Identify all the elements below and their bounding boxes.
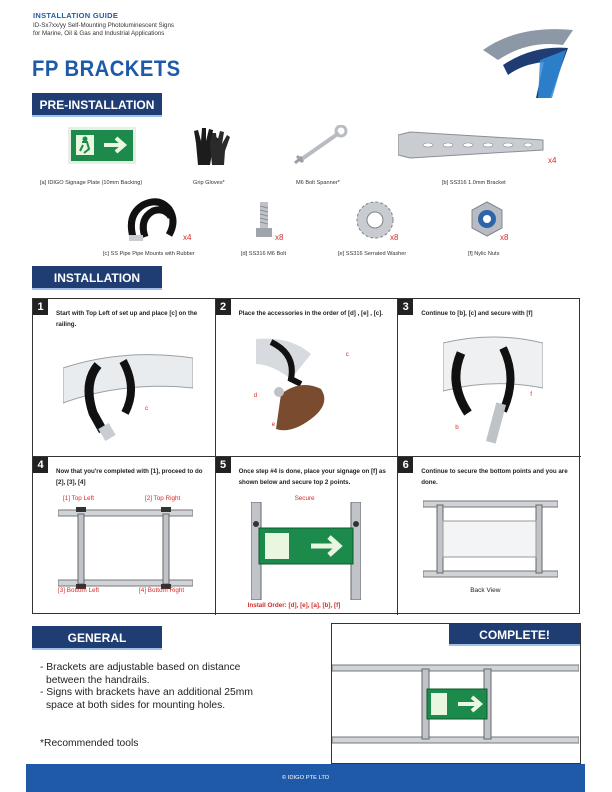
general-note-2: between the handrails. [46, 674, 150, 686]
step-3 [398, 299, 581, 457]
step-6-back-view-label: Back View [470, 587, 501, 594]
installation-banner: INSTALLATION [32, 266, 162, 290]
footer: © IDIGO PTE LTD [26, 764, 585, 792]
step-4-label-bottom-right: [4] Bottom Right [139, 587, 185, 594]
step-text: Continue to secure the bottom points and you are done. [421, 468, 568, 486]
step-text: Continue to [b], [c] and secure with [f] [421, 310, 533, 317]
step-text: Place the accessories in the order of [d] , [e] , [c]. [238, 310, 384, 317]
step-2-label-e: e [271, 421, 276, 428]
guide-kicker: INSTALLATION GUIDE [33, 11, 119, 20]
step-4 [33, 457, 216, 615]
subtitle-line-1: ID-Sx7xx/yy Self-Mounting Photoluminescent Signs [33, 22, 175, 29]
company-logo [478, 20, 578, 100]
step-4-label-bottom-left: [3] Bottom Left [58, 587, 99, 594]
step-text: Now that you're completed with [1], proceed to do [2], [3], [4] [56, 468, 203, 486]
general-note-4: space at both sides for mounting holes. [46, 699, 226, 711]
step-4-label-top-left: [1] Top Left [63, 495, 95, 502]
step-5-label-secure: Secure [294, 495, 315, 502]
signage-plate-icon [68, 127, 136, 164]
step-1-label-c: c [145, 405, 149, 412]
step-3-label-b: b [455, 424, 459, 431]
step-number: 3 [398, 299, 413, 315]
step-1 [33, 299, 216, 457]
step-number: 2 [216, 299, 231, 315]
subtitle-line-2: for Marine, Oil & Gas and Industrial Applications [33, 30, 165, 37]
general-note-1: - Brackets are adjustable based on distance [40, 662, 241, 673]
step-6 [398, 457, 581, 615]
product-subtitle [33, 22, 273, 38]
step-text: Start with Top Left of set up and place [c] on the railing. [56, 310, 198, 328]
serrated-washer-icon [355, 200, 395, 240]
installation-steps-grid [32, 298, 580, 614]
step-2 [216, 299, 399, 457]
tool-label-spanner: M6 Bolt Spanner* [296, 180, 340, 186]
general-banner: GENERAL [32, 626, 162, 650]
tool-label-nut: [f] Nylic Nuts [468, 251, 500, 257]
step-4-label-top-right: [2] Top Right [145, 495, 181, 502]
rail-bracket-diagram [58, 502, 193, 592]
pipe-mount-icon [125, 195, 180, 245]
page-title: FP BRACKETS [32, 56, 181, 81]
tool-label-washer: [e] SS316 Serrated Washer [338, 251, 407, 257]
tool-label-bolt: [d] SS316 M6 Bolt [241, 251, 287, 257]
tool-label-gloves: Grip Gloves* [193, 180, 225, 186]
sign-mount-diagram [251, 502, 361, 600]
tool-label-pipe-mount: [c] SS Pipe Pipe Mounts with Rubber [103, 251, 195, 257]
back-view-diagram [423, 497, 558, 582]
tool-label-bracket: [b] SS316 1.0mm Bracket [442, 180, 506, 186]
step-2-label-c: c [345, 351, 349, 358]
complete-panel [331, 623, 581, 764]
step-number: 4 [33, 457, 48, 473]
bracket-secured-photo [443, 333, 543, 451]
qty-pipe-mount: x4 [183, 233, 192, 242]
step-2-label-d: d [253, 392, 258, 399]
pre-installation-banner: PRE-INSTALLATION [32, 93, 162, 117]
m6-bolt-icon [254, 200, 274, 240]
step-5 [216, 457, 399, 615]
qty-bolt: x8 [275, 233, 284, 242]
gloves-icon [190, 125, 235, 167]
rail-mount-photo [63, 333, 193, 448]
step-3-label-f: f [530, 391, 532, 398]
step-5-install-order: Install Order: [d], [e], [a], [b], [f] [247, 602, 341, 609]
qty-nut: x8 [500, 233, 509, 242]
step-number: 6 [398, 457, 413, 473]
complete-installation-diagram [332, 659, 579, 754]
step-number: 5 [216, 457, 231, 473]
recommended-tools-note: *Recommended tools [40, 738, 139, 749]
complete-banner: COMPLETE! [449, 624, 580, 646]
general-notes [40, 662, 320, 712]
accessory-assembly-photo [251, 334, 361, 449]
general-note-3: - Signs with brackets have an additional 25mm [40, 687, 253, 698]
step-number: 1 [33, 299, 48, 315]
qty-washer: x8 [390, 233, 399, 242]
tool-label-signage-plate: [a] IDIGO Signage Plate (10mm Backing) [40, 180, 143, 186]
bracket-icon [398, 130, 548, 160]
step-text: Once step #4 is done, place your signage on [f] as shown below and secure top 2 points. [238, 468, 386, 486]
spanner-icon [293, 125, 348, 165]
qty-bracket: x4 [548, 156, 557, 165]
